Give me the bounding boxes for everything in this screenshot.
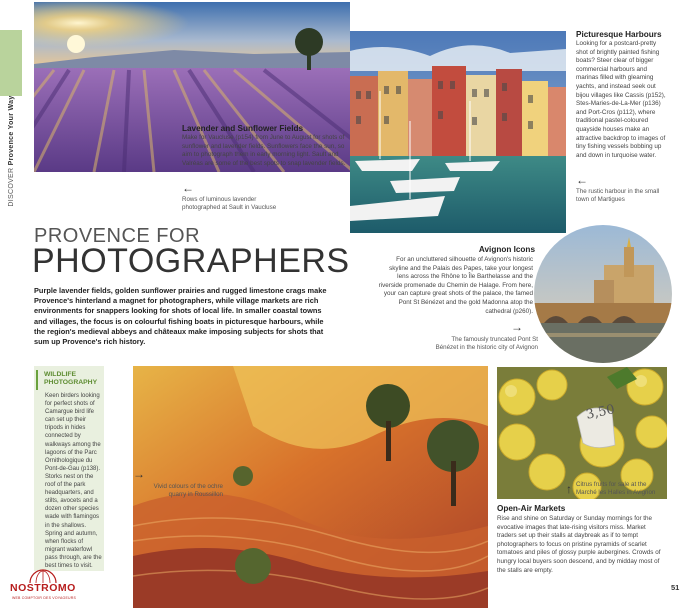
- globe-icon: [28, 569, 58, 583]
- wildlife-accent-bar: [36, 370, 38, 390]
- lavender-title: Lavender and Sunflower Fields: [182, 124, 304, 133]
- watermark-logo: [8, 569, 78, 603]
- headline-small: PROVENCE FOR: [34, 225, 201, 247]
- harbours-title: Picturesque Harbours: [576, 30, 662, 39]
- market-caption: Citrus fruits for sale at the Marché les Halles in Avignon: [576, 481, 656, 497]
- left-arrow-icon: ←: [576, 173, 588, 187]
- avignon-title: Avignon Icons: [478, 245, 535, 254]
- side-prefix: DISCOVER: [8, 167, 15, 207]
- logo-tagline: WEB COMPTOIR DES VOYAGEURS: [12, 596, 76, 600]
- right-arrow-icon: →: [133, 467, 145, 481]
- wildlife-body: Keen birders looking for perfect shots of Camargue bird life can set up their tripods in hides connected by walkways among the lagoons of the Parc Ornithologique du Pont-de-Gau (p138). Storks nest on the roof of the park headquarters, and stilts, avocets and a dozen other species wade with flamingos in the shallows. Spring and autumn, when flocks of migrant waterfowl pass through, are the best times to visit.: [45, 393, 102, 569]
- price-tag: 3,50: [584, 402, 617, 423]
- harbours-caption: The rustic harbour in the small town of Martigues: [576, 188, 660, 204]
- wildlife-title: WILDLIFE PHOTOGRAPHY: [44, 371, 98, 386]
- avignon-caption: The famously truncated Pont St Bénézet in the historic city of Avignon: [435, 336, 538, 352]
- logo-name: NOSTROMO: [10, 582, 76, 594]
- avignon-body: For an uncluttered silhouette of Avignon's historic skyline and the Palais des Papes, take your longest lens across the Rhône to Île Barthelasse and the riverside promenade du Chemin de Halage. From here, your can capture great shots of the palace, the famed Pont St Bénézet and the gold Madonna atop the cathedral (p260).: [378, 256, 533, 315]
- side-section-label: [8, 91, 20, 211]
- harbours-body: Looking for a postcard-pretty shot of brightly painted fishing boats? Steer clear of bigger commercial harbours and marinas filled with gleaming yachts, and instead seek out bijou villages like Cassis (p152), Stes-Maries-de-La-Mer (p136) and Port-Cros (p112), where traditional pastel-coloured quayside houses make an attractive backdrop to images of tiny fishing vessels bobbing up and down in turquoise water.: [576, 40, 666, 159]
- right-arrow-icon: →: [511, 320, 523, 334]
- headline-large: PHOTOGRAPHERS: [32, 242, 350, 280]
- market-photo: [497, 367, 667, 499]
- lavender-body: Make for Vaucluse (p154) from June to August for shots of sunflower and lavender fields. Sunflowers face the sun, so aim to photograph them in early morning light. Sault and Valréas are some of the best spots to snap lavender fields.: [182, 134, 346, 167]
- markets-title: Open-Air Markets: [497, 504, 566, 513]
- intro-paragraph: Purple lavender fields, golden sunflower prairies and rugged limestone crags make Provence's hinterland a magnet for photographers, while village markets are rich environments for snappers looking for shots of local life. In smaller coastal towns and villages, the focus is on colourful fishing boats in picturesque harbours, while the region's medieval abbeys and châteaux make imposing subjects for shots that sum up Provence's rich history.: [34, 286, 327, 347]
- harbour-photo: [350, 31, 566, 233]
- markets-body: Rise and shine on Saturday or Sunday mornings for the evocative images that late-rising visitors miss. Market traders set up their stalls at daybreak as if to tempt photographers to focus on pristine pyramids of scarlet tomatoes and piles of glossy purple aubergines. Crowds of hungry local buyers soon descend, and by midday most of the stalls are empty.: [497, 515, 661, 574]
- section-tab: [0, 30, 22, 96]
- page-number: 51: [671, 583, 680, 592]
- side-section: Provence Your Way: [8, 95, 15, 166]
- lavender-caption: Rows of luminous lavender photographed at Sault in Vaucluse: [182, 196, 277, 212]
- up-arrow-icon: ↑: [566, 482, 572, 496]
- ochre-caption: Vivid colours of the ochre quarry in Roussillon: [153, 483, 223, 499]
- avignon-photo: [534, 225, 672, 363]
- left-arrow-icon: ←: [182, 181, 194, 195]
